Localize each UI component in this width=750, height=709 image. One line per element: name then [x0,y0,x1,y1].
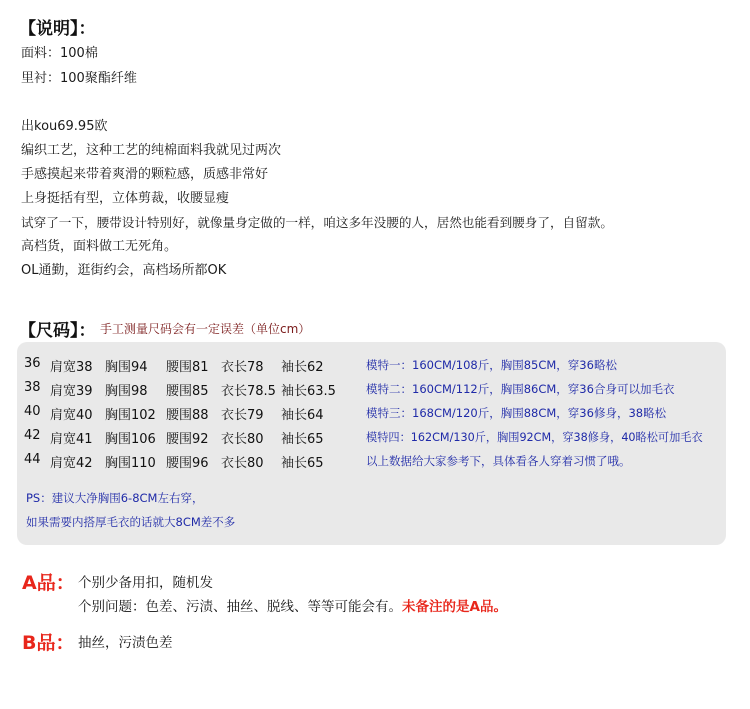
note-line: OL通勤，逛街约会，高档场所都OK [21,263,227,278]
size-heading: 【尺码】： [19,321,96,341]
ps-note: PS：建议大净胸围6-8CM左右穿， [26,491,204,505]
sleeve-cell: 袖长65 [281,456,324,471]
length-cell: 衣长80 [221,456,264,471]
length-cell: 衣长80 [221,432,264,447]
model-info-summary: 以上数据给大家参考下，具体看各人穿着习惯了哦。 [366,454,631,468]
size-cell: 44 [24,452,41,467]
model-info: 模特四：162CM/130斤，胸围92CM，穿38修身，40略松可加毛衣 [366,431,703,444]
note-line: 手感摸起来带着爽滑的颗粒感，质感非常好 [21,167,269,182]
model-info: 模特二：160CM/112斤，胸围86CM，穿36合身可以加毛衣 [366,382,675,396]
grade-a-issues-text: 个别问题：色差、污渍、抽丝、脱线、等等可能会有。 [78,599,402,615]
length-cell: 衣长79 [221,408,264,423]
shoulder-cell: 肩宽42 [50,456,93,471]
size-cell: 40 [24,404,41,419]
waist-cell: 腰围81 [166,360,209,375]
description-heading: 【说明】： [19,19,96,39]
sleeve-cell: 袖长64 [281,408,324,423]
grade-b-line: 抽丝，污渍色差 [78,635,173,651]
note-line: 上身挺括有型，立体剪裁，收腰显瘦 [21,191,230,206]
length-cell: 衣长78.5 [221,384,276,399]
size-cell: 36 [24,356,41,371]
shoulder-cell: 肩宽41 [50,432,93,447]
length-cell: 衣长78 [221,360,264,375]
note-line: 试穿了一下，腰带设计特别好，就像量身定做的一样，咱这多年没腰的人，居然也能看到腰身了，自留款。 [21,215,613,230]
model-info: 模特三：168CM/120斤，胸围88CM，穿36修身，38略松 [366,406,667,420]
waist-cell: 腰围96 [166,456,209,471]
chest-cell: 胸围110 [105,456,156,471]
chest-cell: 胸围98 [105,384,148,399]
note-line: 出kou69.95欧 [21,119,108,134]
size-note: 手工测量尺码会有一定误差（单位cm） [100,322,311,336]
model-info: 模特一：160CM/108斤，胸围85CM，穿36略松 [366,358,617,372]
sleeve-cell: 袖长63.5 [281,384,336,399]
size-cell: 42 [24,428,41,443]
waist-cell: 腰围88 [166,408,209,423]
grade-a-highlight: 未备注的是A品。 [402,599,507,615]
shoulder-cell: 肩宽39 [50,384,93,399]
fabric-line: 面料：100棉 [21,46,98,61]
waist-cell: 腰围92 [166,432,209,447]
sleeve-cell: 袖长62 [281,360,324,375]
size-cell: 38 [24,380,41,395]
lining-line: 里衬：100聚酯纤维 [21,71,137,86]
note-line: 高档货，面料做工无死角。 [21,239,178,254]
chest-cell: 胸围94 [105,360,148,375]
ps-note: 如果需要内搭厚毛衣的话就大8CM差不多 [26,515,236,529]
grade-b-label: B品： [22,632,75,654]
chest-cell: 胸围102 [105,408,156,423]
sleeve-cell: 袖长65 [281,432,324,447]
shoulder-cell: 肩宽38 [50,360,93,375]
grade-a-issues [78,595,507,615]
note-line: 编织工艺，这种工艺的纯棉面料我就见过两次 [21,143,282,158]
grade-a-line: 个别少备用扣，随机发 [78,575,213,591]
waist-cell: 腰围85 [166,384,209,399]
grade-a-label: A品： [22,572,75,594]
chest-cell: 胸围106 [105,432,156,447]
shoulder-cell: 肩宽40 [50,408,93,423]
